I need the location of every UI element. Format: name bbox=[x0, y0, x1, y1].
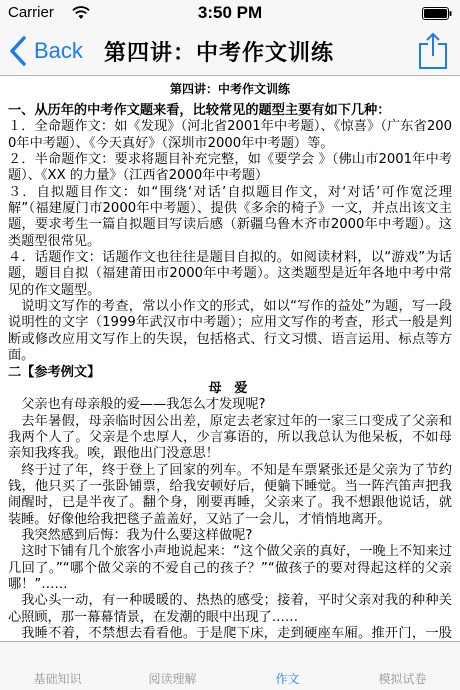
paragraph: 我突然感到后悔：我为什么要这样做呢? bbox=[21, 527, 253, 543]
battery-icon bbox=[422, 7, 452, 20]
tab-label: 作文 bbox=[275, 672, 300, 686]
document-body bbox=[8, 103, 452, 641]
paragraph: ３．自拟题目作文：如“围绕‘对话’自拟题目作文，对‘对话’可作宽泛理解”（福建厦门市2000年中考题）、提供《多余的椅子》一文，并点出该文主题，要求考生一篇自拟题目写读后感（新疆乌鲁木齐市2000年中考题）。这类题型很常见。 bbox=[8, 184, 452, 249]
status-bar bbox=[0, 0, 460, 26]
paragraph: ４．话题作文：话题作文也往往是题目自拟的。如阅读材料，以“游戏”为话题，题目自拟（福建莆田市2000年中考题）。这类题型是近年各地中考中常见的作文题型。 bbox=[8, 250, 452, 298]
tab-basic-knowledge[interactable] bbox=[0, 642, 115, 690]
share-icon[interactable] bbox=[418, 32, 448, 70]
navigation-bar bbox=[0, 26, 460, 76]
essay-title: 母 爱 bbox=[208, 380, 252, 396]
page-title: 第四讲：中考作文训练 bbox=[104, 41, 335, 66]
chevron-left-icon bbox=[8, 36, 28, 66]
paragraph: 我心头一动，有一种暖暖的、热热的感受；接着，平时父亲对我的种种关心照顾，那一幕幕情景，在发潮的眼中出现了…… bbox=[8, 593, 452, 625]
paragraph: 说明文写作的考查，常以小作文的形式，如以“写作的益处”为题，写一段说明性的文字（1999年武汉市中考题）；应用文写作的考查，形式一般是判断或修改应用文写作上的失误，包括格式、行文习惯、语言运用、标点等方面。 bbox=[8, 299, 452, 364]
document-heading: 第四讲：中考作文训练 bbox=[169, 82, 290, 96]
paragraph: １．全命题作文：如《发现》（河北省2001年中考题）、《惊喜》（广东省2000年中考题）、《今天真好》（深圳市2000年中考题）等。 bbox=[8, 119, 452, 151]
paragraph: ２．半命题作文：要求将题目补充完整，如《要学会 》（佛山市2001年中考题）、《XX 的力量》（江西省2000年中考题） bbox=[8, 152, 452, 184]
paragraph: 我睡不着，不禁想去看看他。于是爬下床，走到硬座车厢。推开门，一股 bbox=[21, 626, 452, 641]
section-heading: 一、从历年的中考作文题来看，比较常见的题型主要有如下几种： bbox=[8, 103, 391, 118]
back-label: Back bbox=[34, 38, 83, 63]
tab-bar bbox=[0, 641, 460, 690]
document-view[interactable] bbox=[0, 77, 460, 641]
tab-label: 阅读理解 bbox=[148, 672, 197, 686]
paragraph: 终于过了年，终于登上了回家的列车。不知是车票紧张还是父亲为了节约钱，他只买了一张卧铺票，给我安顿好后，便躺下睡觉。当一阵汽笛声把我闹醒时，已是半夜了。翻个身，刚要再睡，父亲来了。我不想跟他说话，就装睡。好像他给我把毯子盖盖好，又站了一会儿，才悄悄地离开。 bbox=[8, 462, 452, 527]
status-time: 3:50 PM bbox=[197, 3, 263, 22]
tab-composition[interactable] bbox=[230, 642, 345, 690]
paragraph: 这时下铺有几个旅客小声地说起来：“这个做父亲的真好，一晚上不知来过几回了。”“哪个做父亲的不爱自己的孩子？”“做孩子的要对得起这样的父亲哪！”…… bbox=[8, 544, 452, 592]
tab-reading-comprehension[interactable] bbox=[115, 642, 230, 690]
paragraph: 去年暑假，母亲临时因公出差，原定去老家过年的一家三口变成了父亲和我两个人了。父亲是个忠厚人，少言寡语的，所以我总认为他呆板，不如母亲知我疼我。唉，跟他出门没意思！ bbox=[8, 413, 452, 462]
tab-label: 基础知识 bbox=[33, 672, 82, 686]
carrier-label: Carrier bbox=[8, 4, 54, 21]
tab-mock-exam[interactable] bbox=[345, 642, 460, 690]
section-heading: 二【参考例文】 bbox=[8, 364, 101, 380]
back-button[interactable] bbox=[8, 34, 83, 68]
tab-label: 模拟试卷 bbox=[378, 672, 427, 686]
paragraph: 父亲也有母亲般的爱——我怎么才发现呢? bbox=[21, 397, 266, 413]
